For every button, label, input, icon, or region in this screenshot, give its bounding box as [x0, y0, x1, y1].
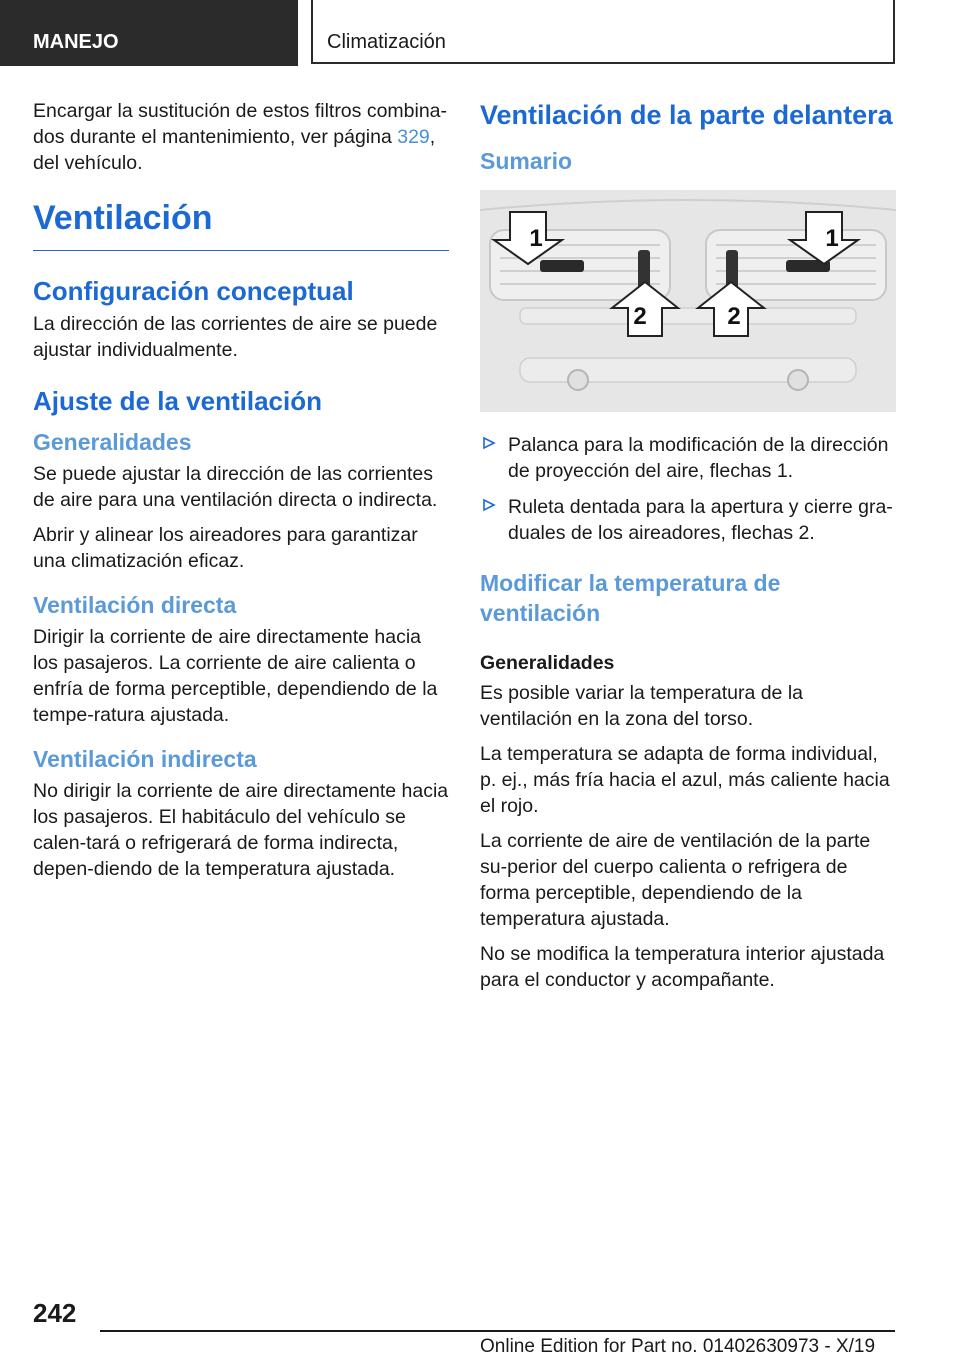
footer-divider	[100, 1330, 895, 1332]
directa-heading: Ventilación directa	[33, 592, 237, 618]
footer-edition: Online Edition for Part no. 01402630973 - X/19	[480, 1336, 876, 1357]
page-link[interactable]: 329	[397, 126, 430, 148]
list-item: Ruleta dentada para la apertura y cierre gra-duales de los aireadores, flechas 2.	[480, 494, 896, 546]
air-vents-figure	[480, 190, 896, 412]
chapter-title: Climatización	[311, 0, 895, 64]
section-tab: MANEJO	[0, 0, 298, 66]
modificar-heading: Modificar la temperatura de ventilación	[480, 570, 781, 626]
figure-label-2-left: 2	[633, 303, 647, 330]
triangle-bullet-icon	[482, 498, 496, 512]
right-p2: La temperatura se adapta de forma individual, p. ej., más fría hacia el azul, más caliente hacia el rojo.	[480, 743, 890, 817]
page-number: 242	[33, 1298, 77, 1328]
figure-label-1-right: 1	[825, 225, 839, 252]
list-item: Palanca para la modificación de la dirección de proyección del aire, flechas 1.	[480, 432, 896, 484]
directa-text: Dirigir la corriente de aire directamente hacia los pasajeros. La corriente de aire calienta o enfría de forma perceptible, dependiendo de la tempe-ratura ajustada.	[33, 626, 438, 726]
indirecta-heading: Ventilación indirecta	[33, 746, 257, 772]
ventilacion-heading: Ventilación	[33, 198, 449, 251]
right-p1: Es posible variar la temperatura de la ventilación en la zona del torso.	[480, 682, 803, 730]
air-vents-illustration	[480, 190, 896, 412]
right-p4: No se modifica la temperatura interior ajustada para el conductor y acompañante.	[480, 943, 885, 991]
generalidades-heading: Generalidades	[33, 429, 192, 455]
intro-paragraph: Encargar la sustitución de estos filtros combina-dos durante el mantenimiento, ver página 329, del vehículo.	[33, 100, 448, 174]
config-heading: Configuración conceptual	[33, 276, 354, 306]
config-text: La dirección de las corrientes de aire se puede ajustar individualmente.	[33, 313, 438, 361]
right-p3: La corriente de aire de ventilación de la parte su-perior del cuerpo calienta o refrigera de forma perceptible, dependiendo de la temperatura ajustada.	[480, 830, 871, 930]
right-column	[480, 98, 896, 1002]
left-column	[33, 98, 449, 891]
sumario-heading: Sumario	[480, 148, 573, 174]
figure-legend-list	[480, 432, 896, 546]
triangle-bullet-icon	[482, 436, 496, 450]
indirecta-text: No dirigir la corriente de aire directamente hacia los pasajeros. El habitáculo del vehículo se calen-tará o refrigerará de forma indirecta, depen-diendo de la temperatura ajustada.	[33, 780, 449, 880]
generalidades-p1: Se puede ajustar la dirección de las corrientes de aire para una ventilación directa o indirecta.	[33, 463, 438, 511]
figure-label-1-left: 1	[529, 225, 543, 252]
generalidades-p2: Abrir y alinear los aireadores para garantizar una climatización eficaz.	[33, 524, 418, 572]
right-title: Ventilación de la parte delantera	[480, 100, 893, 130]
generalidades-bold-heading: Generalidades	[480, 652, 615, 674]
ajuste-heading: Ajuste de la ventilación	[33, 386, 322, 416]
figure-label-2-right: 2	[727, 303, 741, 330]
page-header	[0, 0, 960, 66]
